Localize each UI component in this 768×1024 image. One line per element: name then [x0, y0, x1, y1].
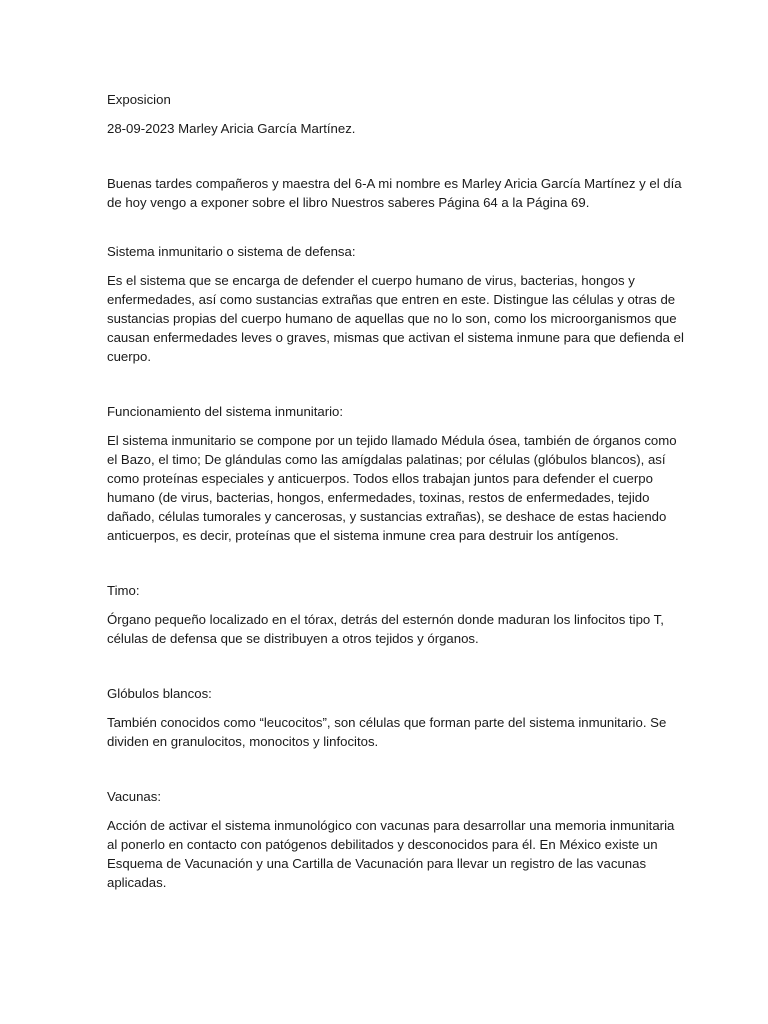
paragraph-line: como proteínas especiales y anticuerpos. Todos ellos trabajan juntos para defender el cuerpo	[107, 471, 653, 486]
paragraph-line: el Bazo, el timo; De glándulas como las amígdalas palatinas; por células (glóbulos blancos), así	[107, 452, 666, 467]
intro-line: Buenas tardes compañeros y maestra del 6-A mi nombre es Marley Aricia García Martínez y el día	[107, 176, 682, 191]
paragraph-line: células de defensa que se distribuyen a otros tejidos y órganos.	[107, 631, 479, 646]
paragraph-line: Es el sistema que se encarga de defender el cuerpo humano de virus, bacterias, hongos y	[107, 273, 635, 288]
intro-line: de hoy vengo a exponer sobre el libro Nuestros saberes Página 64 a la Página 69.	[107, 195, 590, 210]
paragraph-line: causan enfermedades leves o graves, mismas que activan el sistema inmune para que defienda el	[107, 330, 684, 345]
section-paragraph-timo	[107, 610, 667, 648]
date-author-line: 28-09-2023 Marley Aricia García Martínez.	[107, 121, 356, 136]
section-paragraph-sistema-inmunitario	[107, 271, 684, 366]
paragraph-line: El sistema inmunitario se compone por un tejido llamado Médula ósea, también de órganos como	[107, 433, 677, 448]
section-heading-timo: Timo:	[107, 583, 140, 598]
document-title: Exposicion	[107, 92, 171, 107]
paragraph-line: cuerpo.	[107, 349, 151, 364]
section-heading-sistema-inmunitario: Sistema inmunitario o sistema de defensa:	[107, 244, 356, 259]
paragraph-line: sustancias propias del cuerpo humano de aquellas que no lo son, como los microorganismos que	[107, 311, 677, 326]
paragraph-line: Órgano pequeño localizado en el tórax, detrás del esternón donde maduran los linfocitos tipo T,	[107, 612, 664, 627]
paragraph-line: aplicadas.	[107, 875, 167, 890]
paragraph-line: dividen en granulocitos, monocitos y linfocitos.	[107, 734, 379, 749]
intro-paragraph	[107, 174, 682, 212]
section-heading-globulos-blancos: Glóbulos blancos:	[107, 686, 212, 701]
section-paragraph-funcionamiento	[107, 431, 677, 545]
document-page	[107, 90, 684, 892]
section-heading-vacunas: Vacunas:	[107, 789, 162, 804]
paragraph-line: anticuerpos, es decir, proteínas que el sistema inmune crea para destruir los antígenos.	[107, 528, 619, 543]
paragraph-line: Esquema de Vacunación y una Cartilla de Vacunación para llevar un registro de las vacunas	[107, 856, 647, 871]
paragraph-line: dañado, células tumorales y cancerosas, y sustancias extrañas), se deshace de estas haciendo	[107, 509, 667, 524]
paragraph-line: Acción de activar el sistema inmunológico con vacunas para desarrollar una memoria inmunitaria	[107, 818, 675, 833]
paragraph-line: humano (de virus, bacterias, hongos, enfermedades, toxinas, restos de enfermedades, tejido	[107, 490, 650, 505]
section-paragraph-vacunas	[107, 816, 675, 892]
paragraph-line: También conocidos como “leucocitos”, son células que forman parte del sistema inmunitario. Se	[107, 715, 667, 730]
section-heading-funcionamiento: Funcionamiento del sistema inmunitario:	[107, 404, 344, 419]
paragraph-line: al ponerlo en contacto con patógenos debilitados y desconocidos para él. En México existe un	[107, 837, 658, 852]
section-paragraph-globulos-blancos	[107, 713, 667, 751]
paragraph-line: enfermedades, así como sustancias extrañas que entren en este. Distingue las células y otras de	[107, 292, 676, 307]
